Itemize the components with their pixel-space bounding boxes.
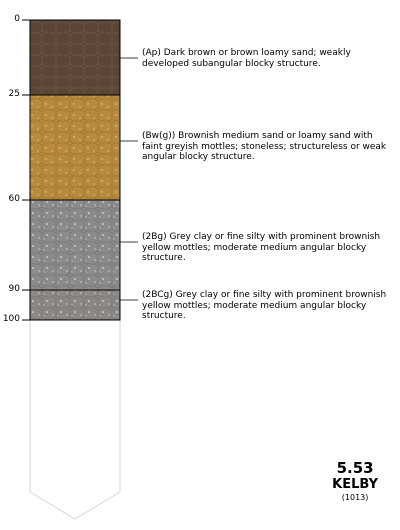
horizon-texture-3	[30, 290, 120, 320]
horizon-description-1: (Bw(g)) Brownish medium sand or loamy sand with faint greyish mottles; stoneless; structureless or weak angular blocky structure.	[142, 131, 387, 162]
soil-name: KELBY	[332, 477, 378, 492]
depth-label-1: 25	[8, 89, 20, 99]
depth-label-2: 60	[8, 194, 20, 204]
depth-label-0: 0	[14, 14, 20, 24]
horizon-texture-1	[30, 95, 120, 200]
soil-code-block	[332, 459, 378, 502]
horizon-description-2: (2Bg) Grey clay or fine silty with prominent brownish yellow mottles; moderate medium angular blocky structure.	[142, 232, 381, 263]
soil-id: (1013)	[341, 493, 369, 502]
horizon-description-3: (2BCg) Grey clay or fine silty with prominent brownish yellow mottles; moderate medium angular blocky structure.	[142, 290, 387, 321]
soil-number: 5.53	[336, 459, 374, 477]
profile-tail	[30, 320, 120, 519]
horizon-description-0: (Ap) Dark brown or brown loamy sand; weakly developed subangular blocky structure.	[142, 48, 351, 69]
horizon-texture-2	[30, 200, 120, 290]
depth-label-4: 100	[2, 314, 20, 324]
horizon-texture-0	[30, 20, 120, 95]
depth-label-3: 90	[8, 284, 20, 294]
